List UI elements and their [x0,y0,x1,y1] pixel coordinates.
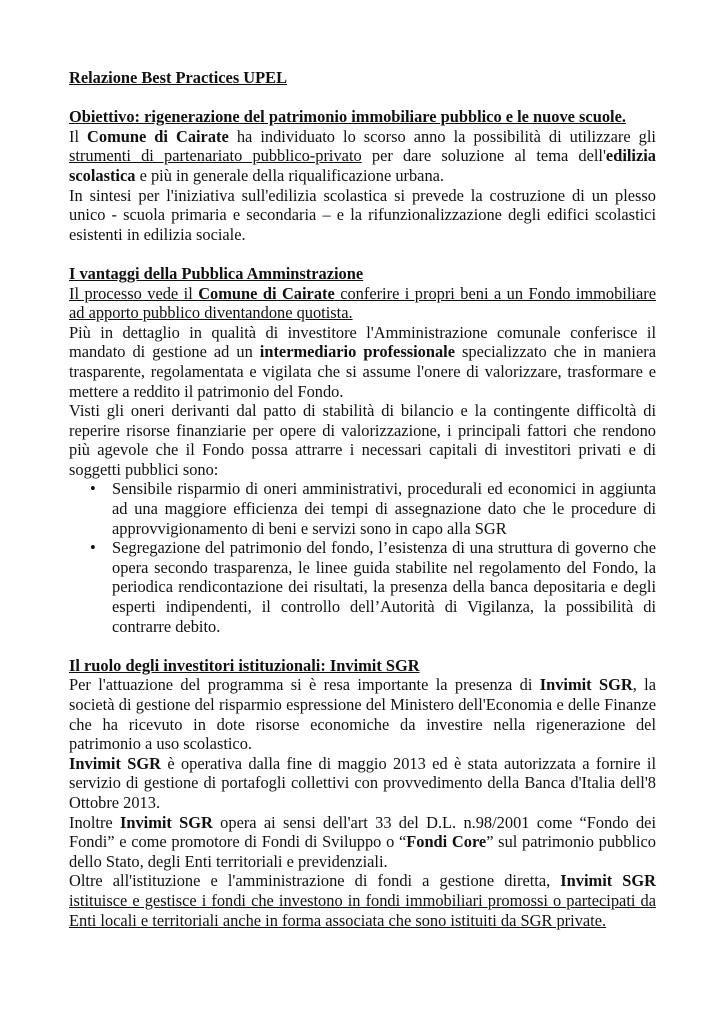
paragraph-fondo-dei-fondi [69,813,656,872]
section-heading-obiettivo: Obiettivo: rigenerazione del patrimonio immobiliare pubblico e le nuove scuole. [69,107,626,127]
underlined-bold-text [198,284,335,303]
text-run: Per l'attuazione del programma si è resa importante la presenza di [69,675,540,695]
underlined-text: istituisce e gestisce i fondi che investono in fondi immobiliari promossi o partecipati da Enti locali e territoriali anche in forma associata che sono istituiti da SGR private. [69,890,656,930]
list-item-text: Sensibile risparmio di oneri amministrativi, procedurali ed economici in aggiunta ad una maggiore efficienza dei tempi di assegnazione dato che le procedure di approvvigionamento di beni e servizi sono in capo alla SGR [112,479,656,538]
text-run: specializzato che in maniera trasparente, regolamentata e vigilata che si assume l'onere di valorizzare, trasformare e mettere a reddito il patrimonio del Fondo. [69,342,656,401]
underlined-text: strumenti di partenariato pubblico-privato [69,146,362,166]
section-heading-vantaggi: I vantaggi della Pubblica Amminstrazione [69,263,364,283]
paragraph-oneri: Visti gli oneri derivanti dal patto di stabilità di bilancio e la contingente difficoltà di reperire risorse finanziarie per opere di valorizzazione, i principali fattori che rendono più agevole che il Fondo possa attrarre i necessari capitali di investitori privati e di soggetti pubblici sono: [69,401,656,479]
text-run: opera ai sensi dell'art 33 del D.L. n.98/2001 come “Fondo dei Fondi” e come promotore di Fondi di Sviluppo o “ [69,812,656,852]
paragraph-attuazione [69,675,656,753]
paragraph-istituzione [69,871,656,930]
list-item [90,538,656,636]
bullet-list [69,479,656,636]
section-heading-invimit: Il ruolo degli investitori istituzionali: Invimit SGR [69,655,420,675]
list-item [90,479,656,538]
text-run: e più in generale della riqualificazione urbana. [135,165,445,185]
bold-text: Invimit SGR [69,753,161,773]
text-run: ” sul patrimonio pubblico dello Stato, degli Enti territoriali e previdenziali. [69,832,656,871]
bold-text: Comune di Cairate [87,126,229,146]
text-run: Oltre all'istituzione e l'amministrazione di fondi a gestione diretta, [69,871,561,891]
bold-text: Invimit SGR [539,675,633,695]
bullet-icon: • [90,479,96,499]
bold-text: Invimit SGR [119,812,213,832]
text-run: Più in dettaglio in qualità di investitore l'Amministrazione comunale conferisce il mandato di gestione ad un [69,322,656,362]
text-run: Il [69,126,88,146]
paragraph-cairate-intro [69,127,656,186]
bold-text: Fondi Core [406,832,487,852]
bold-text: edilizia scolastica [69,146,656,185]
paragraph-processo [69,284,656,323]
bold-text: Invimit SGR [560,871,656,891]
bullet-icon: • [90,538,96,558]
text-run: Inoltre [69,812,120,832]
paragraph-sintesi: In sintesi per l'iniziativa sull'edilizia scolastica si prevede la costruzione di un plesso unico - scuola primaria e secondaria – e la rifunzionalizzazione degli edifici scolastici esistenti in edilizia sociale. [69,185,656,244]
underlined-text: conferire i propri beni a un Fondo immobiliare ad apporto pubblico diventandone quotista. [69,283,656,323]
text-run: per dare soluzione al tema dell' [361,146,606,166]
paragraph-operativa [69,754,656,813]
bold-text: Comune di Cairate [198,283,335,303]
text-run: , la società di gestione del risparmio espressione del Ministero dell'Economia e delle Finanze che ha ricevuto in dote risorse economiche da investire nella rigenerazione del patrimonio a uso scolastico. [69,675,657,754]
underlined-text: Il processo vede il [69,283,199,303]
text-run: ha individuato lo scorso anno la possibilità di utilizzare gli [228,126,656,146]
list-item-text: Segregazione del patrimonio del fondo, l’esistenza di una struttura di governo che opera secondo trasparenza, le linee guida stabilite nel regolamento del Fondo, la periodica rendicontazione dei risultati, la presenza della banca depositaria e degli esperti indipendenti, il controllo dell’Autorità di Vigilanza, la possibilità di contrarre debito. [112,538,656,636]
paragraph-dettaglio [69,323,656,401]
document-title: Relazione Best Practices UPEL [69,68,288,87]
text-run: è operativa dalla fine di maggio 2013 ed è stata autorizzata a fornire il servizio di gestione di portafogli collettivi con provvedimento della Banca d'Italia dell'8 Ottobre 2013. [69,753,656,812]
bold-text: intermediario professionale [259,342,455,362]
